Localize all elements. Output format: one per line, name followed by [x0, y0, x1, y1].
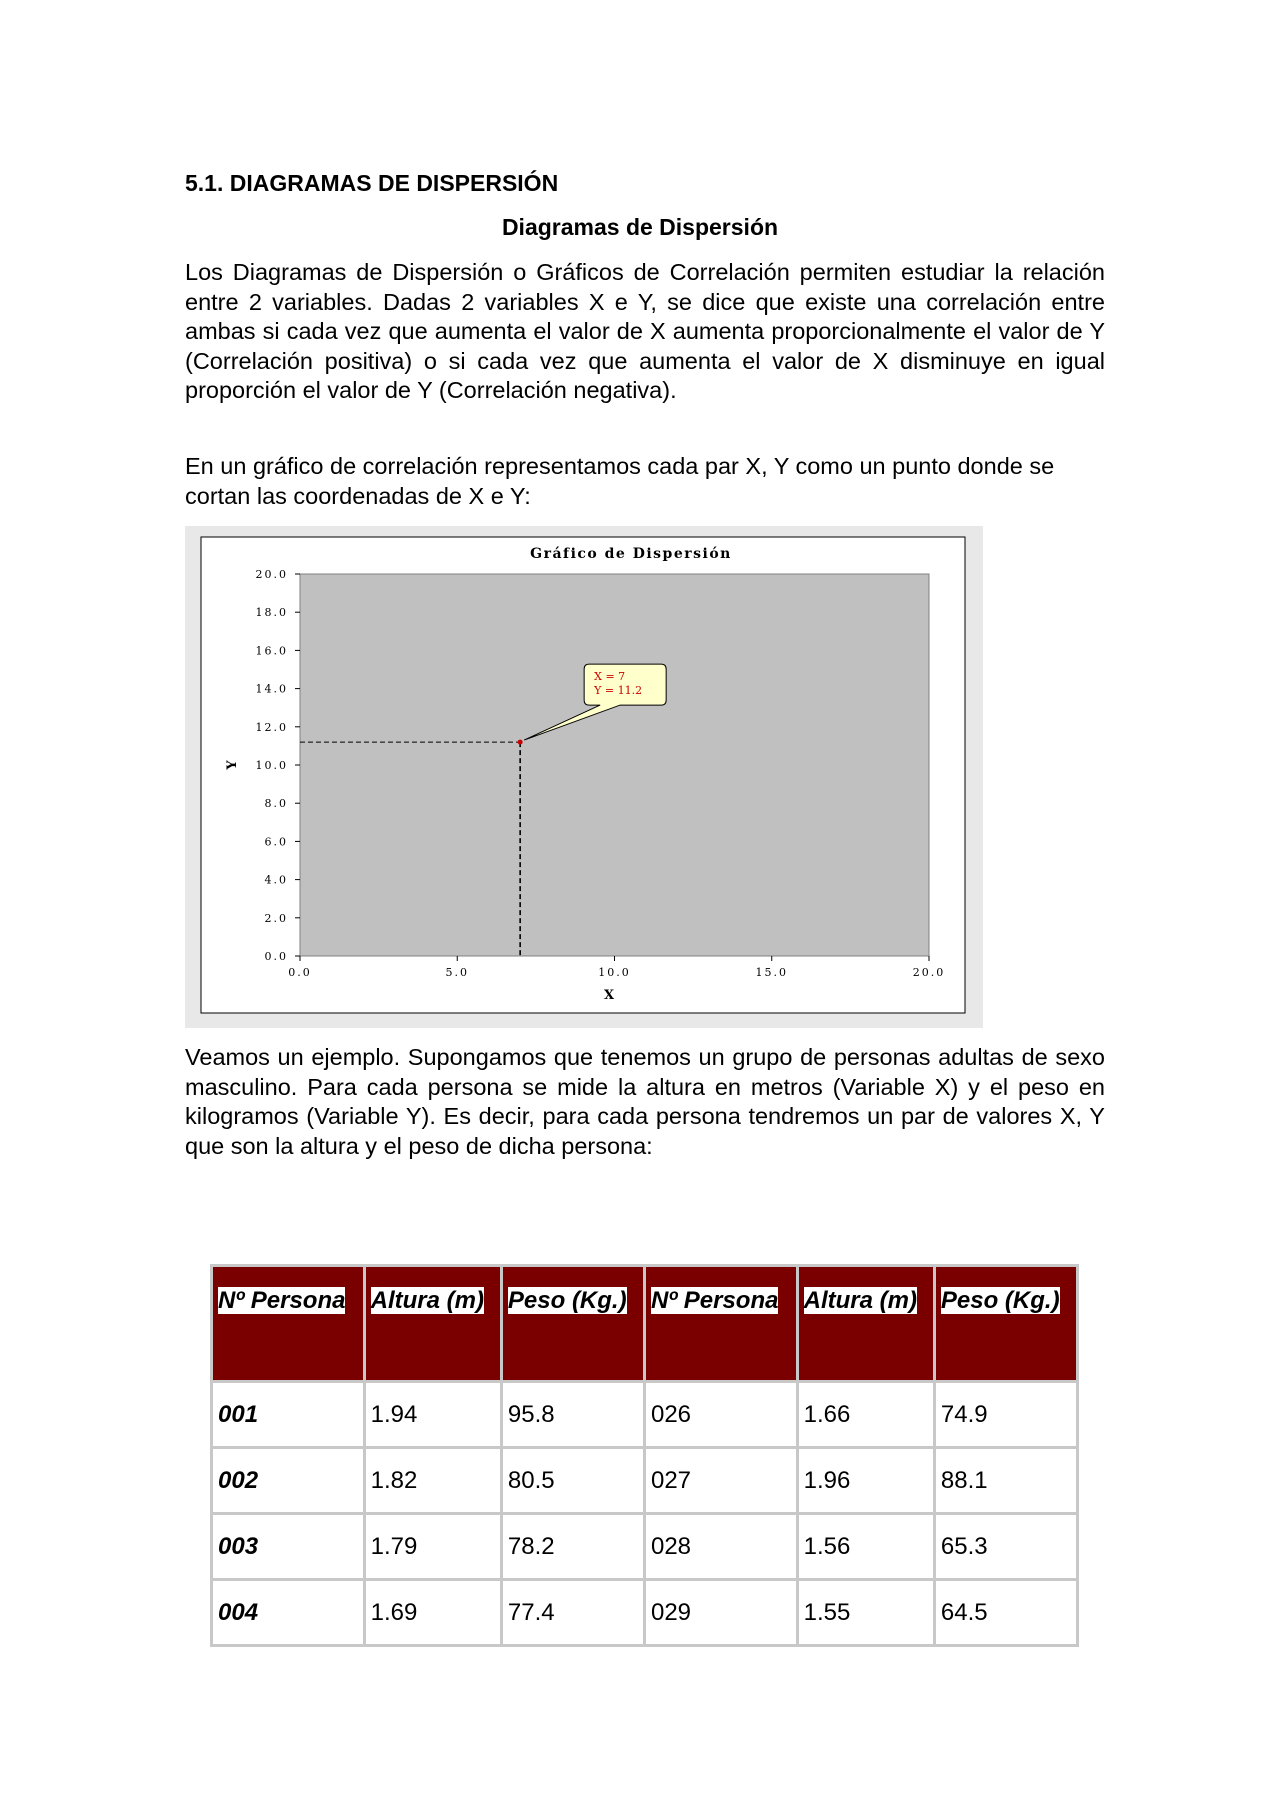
- table-cell: 95.8: [501, 1382, 644, 1448]
- example-paragraph: Veamos un ejemplo. Supongamos que tenemos un grupo de personas adultas de sexo masculino. Para cada persona se mide la altura en metros (Variable X) y el peso en kilogramos (Variable Y). Es decir, para cada persona tendremos un par de valores X, Y que son la altura y el peso de dicha persona:: [185, 1044, 1105, 1159]
- x-tick-label: 5.0: [445, 966, 469, 979]
- table-header-row: [212, 1266, 1078, 1382]
- scatter-chart-figure: [185, 526, 983, 1028]
- table-cell: 004: [212, 1580, 365, 1646]
- y-tick-label: 12.0: [255, 720, 288, 734]
- header-cell: Nº Persona: [212, 1266, 365, 1382]
- table-cell: 002: [212, 1448, 365, 1514]
- table-row: [212, 1580, 1078, 1646]
- table-cell: 65.3: [934, 1514, 1077, 1580]
- table-cell: 001: [212, 1382, 365, 1448]
- table-cell: 003: [212, 1514, 365, 1580]
- y-tick-label: 0.0: [264, 950, 288, 963]
- table-cell: 77.4: [501, 1580, 644, 1646]
- y-tick-label: 4.0: [264, 873, 288, 887]
- table-cell: 027: [644, 1448, 797, 1514]
- table-row: [212, 1448, 1078, 1514]
- x-tick-label: 0.0: [288, 966, 312, 979]
- table-cell: 1.96: [797, 1448, 934, 1514]
- header-cell: Nº Persona: [644, 1266, 797, 1382]
- y-tick-label: 18.0: [255, 606, 288, 620]
- header-cell: Altura (m): [797, 1266, 934, 1382]
- header-cell: Altura (m): [364, 1266, 501, 1382]
- table-cell: 029: [644, 1580, 797, 1646]
- header-cell: Peso (Kg.): [501, 1266, 644, 1382]
- chart-intro-paragraph: En un gráfico de correlación representamos cada par X, Y como un punto donde se cortan las coordenadas de X e Y:: [185, 453, 1055, 509]
- table-cell: 74.9: [934, 1382, 1077, 1448]
- plot-area: [300, 574, 929, 956]
- table-cell: 028: [644, 1514, 797, 1580]
- y-tick-label: 6.0: [264, 835, 288, 849]
- table-cell: 1.66: [797, 1382, 934, 1448]
- table-cell: 88.1: [934, 1448, 1077, 1514]
- table-cell: 78.2: [501, 1514, 644, 1580]
- table-cell: 1.94: [364, 1382, 501, 1448]
- y-tick-label: 20.0: [255, 568, 288, 581]
- table-row: [212, 1382, 1078, 1448]
- y-tick-label: 14.0: [255, 682, 288, 696]
- section-title: 5.1. DIAGRAMAS DE DISPERSIÓN: [185, 170, 559, 196]
- scatter-chart: [185, 526, 983, 1028]
- y-tick-label: 16.0: [255, 644, 288, 658]
- intro-paragraph: Los Diagramas de Dispersión o Gráficos de Correlación permiten estudiar la relación entre 2 variables. Dadas 2 variables X e Y, se dice que existe una correlación entre ambas si cada vez que aumenta el valor de X aumenta proporcionalmente el valor de Y (Correlación positiva) o si cada vez que aumenta el valor de X disminuye en igual proporción el valor de Y (Correlación negativa).: [185, 259, 1105, 403]
- callout-x-value: X = 7: [594, 670, 626, 684]
- table-cell: 1.55: [797, 1580, 934, 1646]
- data-points: [518, 740, 523, 745]
- x-tick-label: 10.0: [598, 966, 631, 979]
- table-cell: 1.79: [364, 1514, 501, 1580]
- y-axis-label: Y: [225, 760, 240, 770]
- header-cell: Peso (Kg.): [934, 1266, 1077, 1382]
- x-axis-label: X: [603, 988, 615, 1003]
- table-row: [212, 1514, 1078, 1580]
- data-point: [518, 740, 523, 745]
- table-cell: 64.5: [934, 1580, 1077, 1646]
- y-tick-label: 2.0: [264, 911, 288, 925]
- table-cell: 1.56: [797, 1514, 934, 1580]
- document-subtitle: Diagramas de Dispersión: [501, 214, 779, 240]
- table-cell: 1.82: [364, 1448, 501, 1514]
- table-cell: 1.69: [364, 1580, 501, 1646]
- table-cell: 80.5: [501, 1448, 644, 1514]
- x-tick-label: 15.0: [755, 966, 788, 979]
- x-tick-label: 20.0: [912, 966, 946, 979]
- y-tick-label: 10.0: [255, 759, 288, 772]
- height-weight-table: [210, 1264, 1079, 1647]
- y-tick-label: 8.0: [264, 797, 288, 811]
- chart-title: Gráfico de Dispersión: [530, 546, 732, 562]
- table-cell: 026: [644, 1382, 797, 1448]
- callout-y-value: Y = 11.2: [594, 684, 643, 698]
